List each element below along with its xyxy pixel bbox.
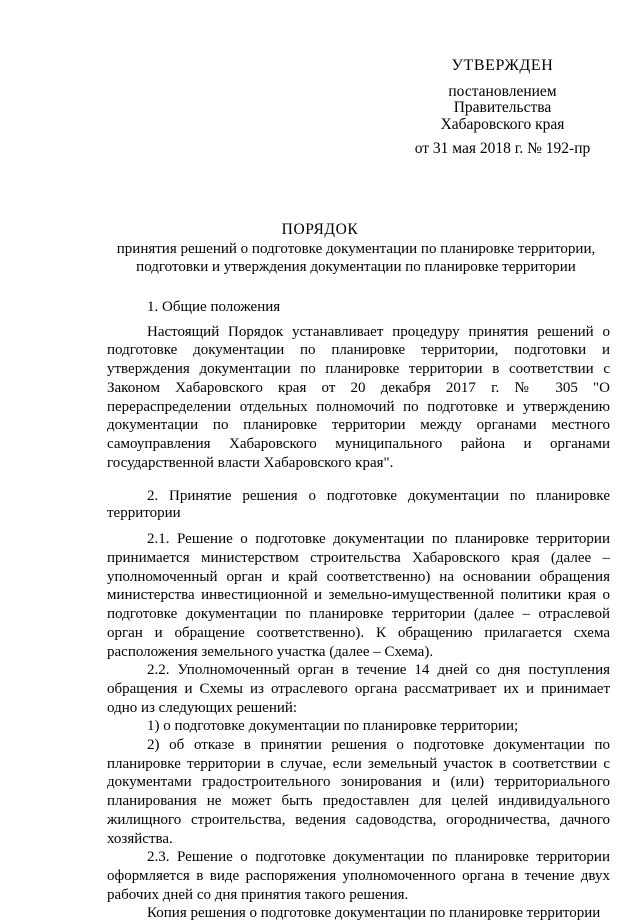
clause-2-3-continuation: Копия решения о подготовке документации по планировке территории [147, 905, 601, 922]
approval-date: от 31 мая 2018 г. № 192-пр [414, 140, 591, 157]
section-2-heading: 2. Принятие решения о подготовке документации по планировке территории [107, 488, 610, 521]
approval-heading: УТВЕРЖДЕН [451, 57, 554, 74]
clause-2-1: 2.1. Решение о подготовке документации по планировке территории принимается министерством строительства Хабаровского края (далее – уполномоченный орган и край соответственно) на основании обращения министерства инвестиционной и земельно-имущественной политики края о подготовке документации по планировке территории (далее – отраслевой орган и обращение соответственно). К обращению прилагается схема расположения земельного участка (далее – Схема). [107, 531, 610, 660]
approval-line-3: Хабаровского края [440, 115, 565, 133]
document-subtitle: принятия решений о подготовке документации по планировке территории, подготовки и утверждения документации по планировке территории [116, 241, 596, 275]
clause-2-2-item-1: 1) о подготовке документации по планировке территории; [147, 718, 519, 735]
document-body [107, 298, 610, 923]
approval-line-1: постановлением [448, 82, 557, 100]
clause-2-3: 2.3. Решение о подготовке документации по планировке территории оформляется в виде распоряжения уполномоченного органа в течение двух рабочих дней со дня принятия такого решения. [107, 849, 610, 903]
approval-line-2: Правительства [453, 99, 552, 116]
approval-stamp [395, 58, 610, 158]
clause-2-2: 2.2. Уполномоченный орган в течение 14 дней со дня поступления обращения и Схемы из отраслевого органа рассматривает их и принимает одно из следующих решений: [107, 662, 610, 716]
document-title: ПОРЯДОК [281, 221, 359, 238]
section-1-paragraph: Настоящий Порядок устанавливает процедуру принятия решений о подготовке документации по планировке территории, подготовки и утверждения документации по планировке территории в соответствии с Законом Хабаровского края от 20 декабря 2017 г. № 305 "О перераспределении отдельных полномочий по подготовке и утверждению документации по планировке территории между органами местного самоуправления Хабаровского муниципального района и органами государственной власти Хабаровского края". [107, 323, 610, 471]
clause-2-2-item-2: 2) об отказе в принятии решения о подготовке документации по планировке территории в случае, если земельный участок в соответствии с документами градостроительного зонирования и (или) территориального планирования не может быть предоставлен для целей индивидуального жилищного строительства, ведения садоводства, огородничества, дачного хозяйства. [107, 737, 610, 847]
section-1-heading: 1. Общие положения [147, 299, 281, 315]
